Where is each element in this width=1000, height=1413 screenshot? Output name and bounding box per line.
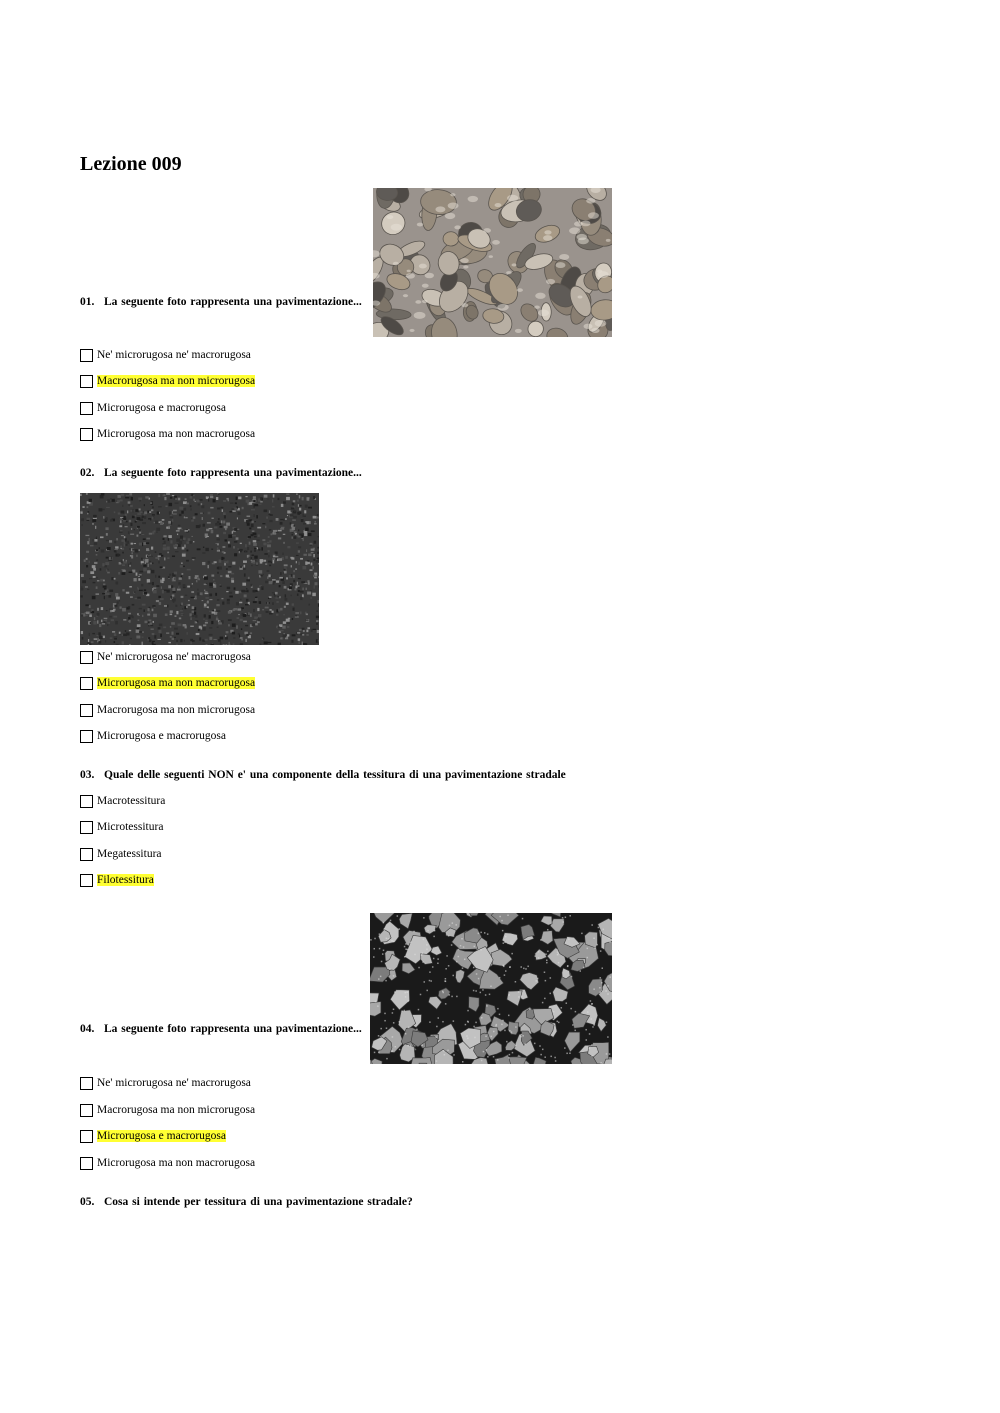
checkbox[interactable] bbox=[80, 402, 93, 415]
question-02 bbox=[80, 467, 362, 479]
option-label: Ne' microrugosa ne' macrorugosa bbox=[97, 1077, 251, 1089]
answer-option[interactable] bbox=[80, 426, 255, 442]
question-text: Quale delle seguenti NON e' una componente della tessitura di una pavimentazione stradale bbox=[104, 769, 566, 781]
option-label: Macrorugosa ma non microrugosa bbox=[97, 704, 256, 716]
option-label: Ne' microrugosa ne' macrorugosa bbox=[97, 349, 251, 361]
option-label: Microrugosa e macrorugosa bbox=[97, 730, 227, 742]
checkbox[interactable] bbox=[80, 1157, 93, 1170]
answer-option[interactable] bbox=[80, 675, 255, 691]
answer-option[interactable] bbox=[80, 649, 251, 665]
option-label: Microtessitura bbox=[97, 821, 164, 833]
option-label: Megatessitura bbox=[97, 848, 162, 860]
question-number: 02. bbox=[80, 467, 95, 479]
option-label: Ne' microrugosa ne' macrorugosa bbox=[97, 651, 251, 663]
option-label-highlighted: Microrugosa ma non macrorugosa bbox=[97, 677, 256, 689]
answer-option[interactable] bbox=[80, 819, 163, 835]
question-text: La seguente foto rappresenta una pavimentazione... bbox=[104, 296, 362, 308]
checkbox[interactable] bbox=[80, 677, 93, 690]
option-label-highlighted: Macrorugosa ma non microrugosa bbox=[97, 375, 256, 387]
page-title: Lezione 009 bbox=[80, 153, 182, 175]
question-number: 04. bbox=[80, 1023, 95, 1035]
question-05 bbox=[80, 1196, 413, 1208]
coarse-aggregate-photo bbox=[370, 913, 612, 1064]
option-label-highlighted: Filotessitura bbox=[97, 874, 154, 886]
answer-option[interactable] bbox=[80, 793, 165, 809]
question-text: La seguente foto rappresenta una pavimentazione... bbox=[104, 1023, 362, 1035]
question-number: 01. bbox=[80, 296, 95, 308]
checkbox[interactable] bbox=[80, 874, 93, 887]
question-text: Cosa si intende per tessitura di una pavimentazione stradale? bbox=[104, 1196, 413, 1208]
answer-option[interactable] bbox=[80, 728, 226, 744]
answer-option[interactable] bbox=[80, 347, 251, 363]
answer-option[interactable] bbox=[80, 1102, 255, 1118]
question-04 bbox=[80, 1023, 362, 1035]
option-label: Microrugosa ma non macrorugosa bbox=[97, 1157, 256, 1169]
checkbox[interactable] bbox=[80, 795, 93, 808]
checkbox[interactable] bbox=[80, 428, 93, 441]
option-label-highlighted: Microrugosa e macrorugosa bbox=[97, 1130, 227, 1142]
checkbox[interactable] bbox=[80, 1130, 93, 1143]
checkbox[interactable] bbox=[80, 1104, 93, 1117]
fine-asphalt-photo bbox=[80, 493, 319, 645]
answer-option[interactable] bbox=[80, 1128, 226, 1144]
question-01 bbox=[80, 296, 362, 308]
answer-option[interactable] bbox=[80, 872, 154, 888]
pebble-pavement-photo bbox=[373, 188, 612, 337]
checkbox[interactable] bbox=[80, 349, 93, 362]
option-label: Macrorugosa ma non microrugosa bbox=[97, 1104, 256, 1116]
checkbox[interactable] bbox=[80, 651, 93, 664]
question-text: La seguente foto rappresenta una pavimentazione... bbox=[104, 467, 362, 479]
checkbox[interactable] bbox=[80, 730, 93, 743]
option-label: Microrugosa ma non macrorugosa bbox=[97, 428, 256, 440]
checkbox[interactable] bbox=[80, 1077, 93, 1090]
answer-option[interactable] bbox=[80, 400, 226, 416]
answer-option[interactable] bbox=[80, 373, 255, 389]
checkbox[interactable] bbox=[80, 704, 93, 717]
option-label: Macrotessitura bbox=[97, 795, 166, 807]
option-label: Microrugosa e macrorugosa bbox=[97, 402, 227, 414]
answer-option[interactable] bbox=[80, 846, 162, 862]
answer-option[interactable] bbox=[80, 1155, 255, 1171]
answer-option[interactable] bbox=[80, 702, 255, 718]
question-03 bbox=[80, 769, 566, 781]
question-number: 05. bbox=[80, 1196, 95, 1208]
checkbox[interactable] bbox=[80, 375, 93, 388]
checkbox[interactable] bbox=[80, 848, 93, 861]
question-number: 03. bbox=[80, 769, 95, 781]
checkbox[interactable] bbox=[80, 821, 93, 834]
answer-option[interactable] bbox=[80, 1075, 251, 1091]
